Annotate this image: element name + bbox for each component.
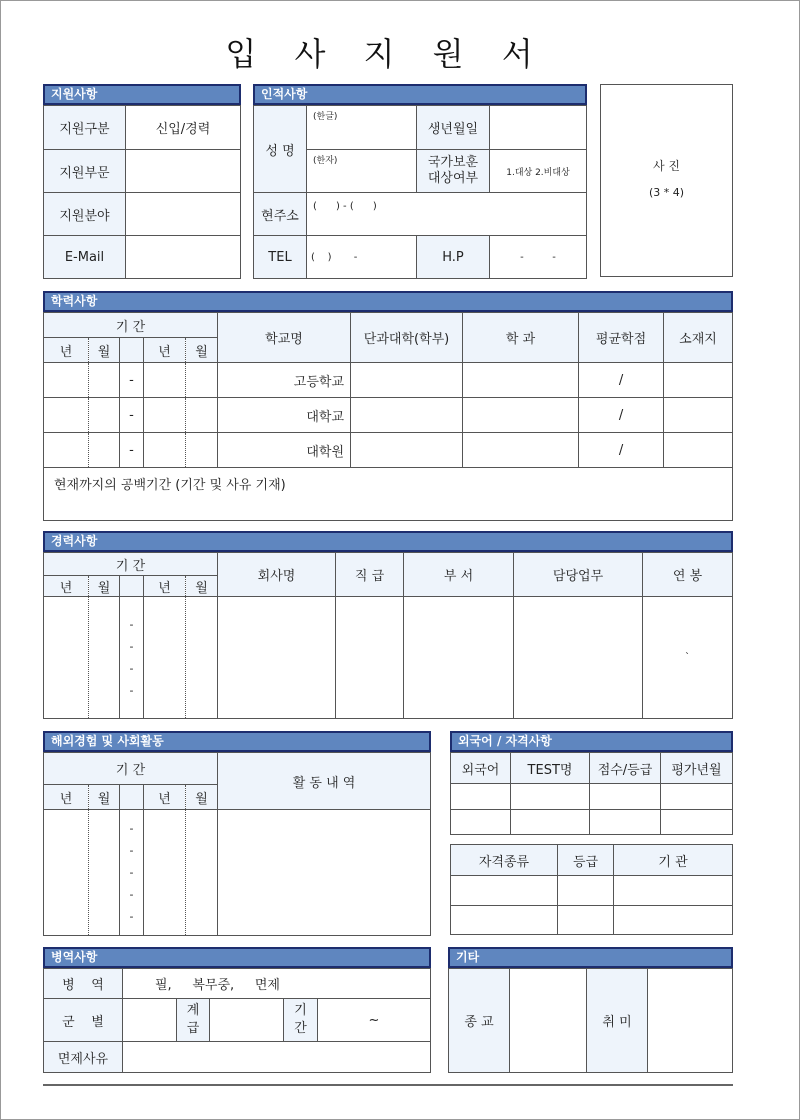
cell[interactable] (664, 398, 733, 433)
dash: - (120, 363, 144, 398)
column-header: 회사명 (218, 553, 336, 597)
section-header: 지원사항 (43, 84, 241, 105)
cell[interactable] (89, 810, 120, 936)
exemption-field[interactable] (123, 1042, 431, 1073)
cell[interactable] (186, 433, 218, 468)
gpa-field[interactable]: / (579, 363, 664, 398)
dash: - (129, 661, 134, 675)
cell[interactable] (89, 597, 120, 719)
exemption-label: 면제사유 (44, 1042, 123, 1073)
table-row (44, 433, 733, 468)
service-label: 병 역 (44, 969, 123, 999)
blank-header (120, 576, 144, 597)
activity-field[interactable] (218, 810, 431, 936)
table-row (451, 876, 733, 906)
column-header: 학교명 (218, 313, 351, 363)
dash: - (129, 865, 134, 879)
label-line: 기 (294, 1003, 307, 1018)
apply-type-field[interactable]: 신입/경력 (126, 106, 241, 150)
salary-field[interactable]: ` (643, 597, 733, 719)
duty-field[interactable] (514, 597, 643, 719)
column-header: 평균학점 (579, 313, 664, 363)
dash: - (120, 398, 144, 433)
period-header: 기 간 (44, 753, 218, 785)
cell[interactable] (590, 810, 661, 835)
service-field[interactable]: 필, 복무중, 면제 (123, 969, 431, 999)
cell[interactable] (451, 810, 511, 835)
certificate-section (450, 844, 733, 935)
address-field[interactable]: ( ) - ( ) (307, 193, 587, 236)
dash-column (120, 810, 144, 936)
photo-box[interactable] (600, 84, 733, 277)
cell[interactable] (89, 433, 120, 468)
column-header: 점수/등급 (590, 753, 661, 784)
rank-field[interactable] (210, 999, 284, 1042)
column-header: 담당업무 (514, 553, 643, 597)
education-section (43, 291, 733, 521)
rank-label (177, 999, 210, 1042)
name-hangul-field[interactable]: (한글) (307, 106, 417, 150)
blank-header (120, 785, 144, 810)
cell[interactable] (661, 784, 733, 810)
table-row (451, 784, 733, 810)
field-label: 지원부문 (44, 150, 126, 193)
activity-header: 활 동 내 역 (218, 753, 431, 810)
table-row (44, 398, 733, 433)
department-field[interactable] (404, 597, 514, 719)
month-header: 월 (89, 576, 120, 597)
tel-field[interactable]: ( ) - (307, 236, 417, 279)
apply-department-field[interactable] (126, 150, 241, 193)
section-header: 해외경험 및 사회활동 (43, 731, 431, 752)
section-header: 병역사항 (43, 947, 431, 968)
tel-label: TEL (254, 236, 307, 279)
label-line: 급 (186, 1021, 200, 1036)
dash: - (129, 843, 134, 857)
school-name[interactable]: 대학교 (218, 398, 351, 433)
cell[interactable] (44, 433, 89, 468)
label-line: 대상여부 (427, 171, 479, 186)
year-header: 년 (44, 338, 89, 363)
cell[interactable] (186, 597, 218, 719)
column-header: 부 서 (404, 553, 514, 597)
cell[interactable] (351, 433, 463, 468)
birth-label: 생년월일 (417, 106, 490, 150)
section-header: 기타 (448, 947, 733, 968)
hp-field[interactable]: - - (490, 236, 587, 279)
label-line: 국가보훈 (427, 155, 479, 170)
cell[interactable] (144, 398, 186, 433)
address-label: 현주소 (254, 193, 307, 236)
table-row (44, 810, 431, 936)
school-name[interactable]: 고등학교 (218, 363, 351, 398)
cell[interactable] (89, 363, 120, 398)
month-header: 월 (89, 338, 120, 363)
hobby-field[interactable] (648, 969, 733, 1073)
personal-section (253, 84, 587, 279)
year-header: 년 (144, 576, 186, 597)
period-field[interactable]: ~ (318, 999, 431, 1042)
section-header: 인적사항 (253, 84, 587, 105)
dash: - (129, 887, 134, 901)
column-header: 학 과 (463, 313, 579, 363)
cell[interactable] (590, 784, 661, 810)
cell[interactable] (511, 810, 590, 835)
column-header: 평가년월 (661, 753, 733, 784)
dash-column (120, 597, 144, 719)
blank-header (120, 338, 144, 363)
apply-section (43, 84, 241, 279)
religion-field[interactable] (510, 969, 587, 1073)
table-row (44, 363, 733, 398)
gpa-field[interactable]: / (579, 433, 664, 468)
year-header: 년 (44, 576, 89, 597)
period-header: 기 간 (44, 313, 218, 338)
cell[interactable] (558, 906, 614, 935)
column-header: 연 봉 (643, 553, 733, 597)
position-field[interactable] (336, 597, 404, 719)
company-field[interactable] (218, 597, 336, 719)
table-row (451, 810, 733, 835)
section-header: 경력사항 (43, 531, 733, 552)
cell[interactable] (451, 876, 558, 906)
column-header: 기 관 (614, 845, 733, 876)
label-line: 간 (294, 1021, 307, 1036)
cell[interactable] (44, 398, 89, 433)
branch-label: 군 별 (44, 999, 123, 1042)
column-header: 등급 (558, 845, 614, 876)
hp-label: H.P (417, 236, 490, 279)
month-header: 월 (89, 785, 120, 810)
label-line: 계 (186, 1003, 200, 1018)
column-header: 외국어 (451, 753, 511, 784)
page-title: 입 사 지 원 서 (225, 35, 547, 73)
period-label (284, 999, 318, 1042)
month-header: 월 (186, 785, 218, 810)
cell[interactable] (44, 810, 89, 936)
dash: - (129, 683, 134, 697)
gap-period-field[interactable]: 현재까지의 공백기간 (기간 및 사유 기재) (44, 468, 733, 521)
period-header: 기 간 (44, 553, 218, 576)
year-header: 년 (144, 785, 186, 810)
section-header: 외국어 / 자격사항 (450, 731, 733, 752)
etc-section (448, 947, 733, 1073)
photo-size: (3 * 4) (648, 186, 685, 199)
field-label: 지원분야 (44, 193, 126, 236)
overseas-section (43, 731, 431, 936)
dash: - (120, 433, 144, 468)
branch-field[interactable] (123, 999, 177, 1042)
veteran-field[interactable]: 1.대상 2.비대상 (490, 150, 587, 193)
cell[interactable] (144, 810, 186, 936)
birth-field[interactable] (490, 106, 587, 150)
photo-label: 사 진 (653, 159, 680, 173)
field-label: 지원구분 (44, 106, 126, 150)
cell[interactable] (144, 597, 186, 719)
dash: - (129, 821, 134, 835)
cell[interactable] (144, 433, 186, 468)
career-section (43, 531, 733, 719)
cell[interactable] (463, 363, 579, 398)
table-row (44, 597, 733, 719)
year-header: 년 (144, 338, 186, 363)
table-row (451, 906, 733, 935)
cell[interactable] (89, 398, 120, 433)
cell[interactable] (664, 433, 733, 468)
year-header: 년 (44, 785, 89, 810)
cell[interactable] (351, 363, 463, 398)
name-hanja-field[interactable]: (한자) (307, 150, 417, 193)
cell[interactable] (614, 906, 733, 935)
cell[interactable] (463, 398, 579, 433)
column-header: 자격종류 (451, 845, 558, 876)
hobby-label: 취 미 (587, 969, 648, 1073)
cell[interactable] (451, 784, 511, 810)
section-header: 학력사항 (43, 291, 733, 312)
month-header: 월 (186, 338, 218, 363)
cell[interactable] (463, 433, 579, 468)
dash: - (129, 909, 134, 923)
cell[interactable] (44, 363, 89, 398)
email-field[interactable] (126, 236, 241, 279)
gpa-field[interactable]: / (579, 398, 664, 433)
religion-label: 종 교 (449, 969, 510, 1073)
month-header: 월 (186, 576, 218, 597)
cell[interactable] (451, 906, 558, 935)
cell[interactable] (144, 363, 186, 398)
dash: - (129, 617, 134, 631)
apply-area-field[interactable] (126, 193, 241, 236)
cell[interactable] (664, 363, 733, 398)
field-label: E-Mail (44, 236, 126, 279)
veteran-label (417, 150, 490, 193)
cell[interactable] (44, 597, 89, 719)
school-name[interactable]: 대학원 (218, 433, 351, 468)
column-header: TEST명 (511, 753, 590, 784)
bottom-divider (43, 1084, 733, 1086)
name-label: 성 명 (254, 106, 307, 193)
cell[interactable] (351, 398, 463, 433)
column-header: 단과대학(학부) (351, 313, 463, 363)
cell[interactable] (186, 398, 218, 433)
dash: - (129, 639, 134, 653)
cell[interactable] (614, 876, 733, 906)
military-section (43, 947, 431, 1073)
cell[interactable] (558, 876, 614, 906)
column-header: 직 급 (336, 553, 404, 597)
column-header: 소재지 (664, 313, 733, 363)
cell[interactable] (661, 810, 733, 835)
cell[interactable] (186, 363, 218, 398)
cell[interactable] (511, 784, 590, 810)
language-section (450, 731, 733, 835)
cell[interactable] (186, 810, 218, 936)
